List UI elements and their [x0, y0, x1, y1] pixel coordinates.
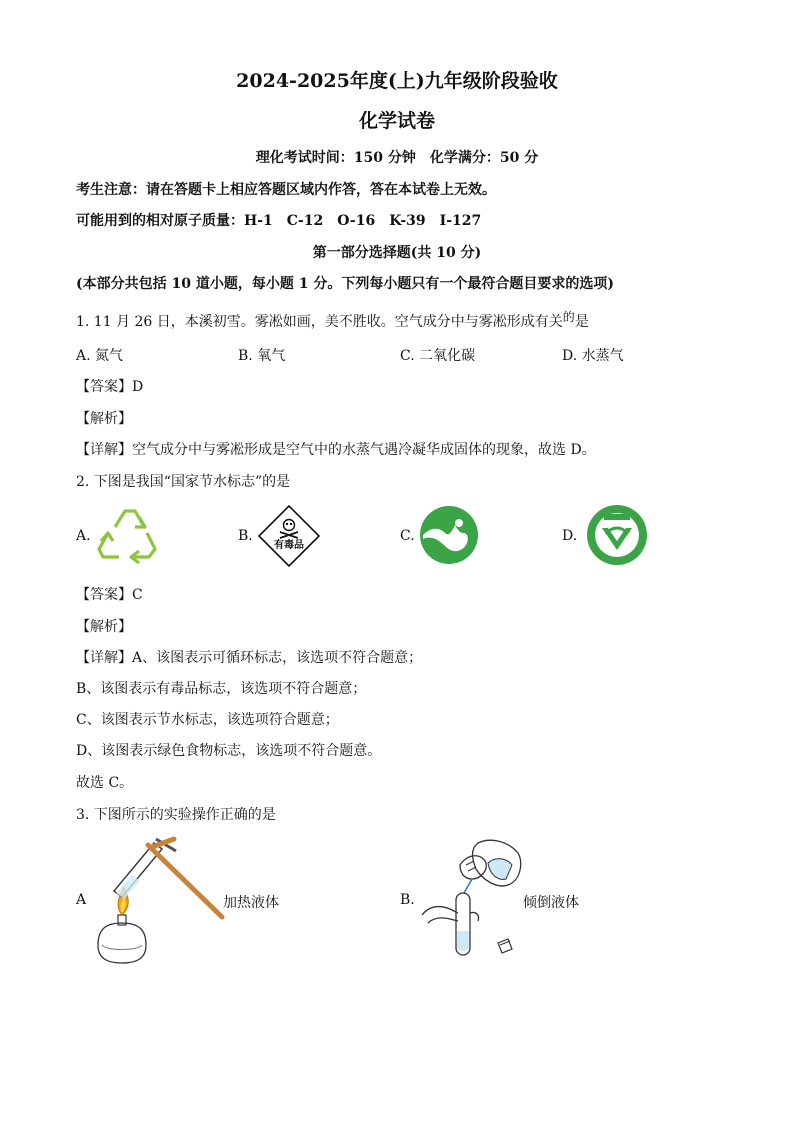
- q1-analysis: 【解析】: [76, 411, 132, 427]
- q1-option-d: D. 水蒸气: [562, 348, 624, 364]
- q1-option-b: B. 氧气: [238, 348, 286, 364]
- q2-analysis: 【解析】: [76, 619, 132, 635]
- atomic-mass-text: 可能用到的相对原子质量：H-1 C-12 O-16 K-39 I-127: [76, 213, 482, 229]
- q2-detail-2: B、该图表示有毒品标志，该选项不符合题意；: [76, 681, 367, 697]
- q1-answer: 【答案】D: [76, 379, 144, 395]
- q3-stem: 3. 下图所示的实验操作正确的是: [76, 807, 276, 823]
- q1-option-a: A. 氮气: [76, 348, 124, 364]
- pouring-liquid-illustration: [420, 835, 525, 960]
- q1-stem-text: 1. 11 月 26 日，本溪初雪。雾凇如画，美不胜收。空气成分中与雾凇形成有关: [76, 314, 563, 330]
- q2-detail-3: C、该图表示节水标志，该选项符合题意；: [76, 712, 339, 728]
- q2-detail-4: D、该图表示绿色食物标志，该选项不符合题意。: [76, 743, 382, 759]
- q2-detail-1: 【详解】A、该图表示可循环标志，该选项不符合题意；: [76, 650, 423, 666]
- toxic-sign-label: 有毒品: [274, 540, 304, 551]
- section-instruction: (本部分共包括 10 道小题，每小题 1 分。下列每小题只有一个最符合题目要求的选项): [76, 276, 614, 292]
- section-title: 第一部分选择题(共 10 分): [312, 245, 482, 261]
- q2-detail-5: 故选 C。: [76, 775, 134, 791]
- q2-answer: 【答案】C: [76, 587, 143, 603]
- q2-option-a-label: A.: [76, 528, 91, 544]
- q3-option-b-caption: 倾倒液体: [523, 895, 579, 911]
- green-food-icon: [586, 504, 648, 566]
- exam-title: 2024-2025年度(上)九年级阶段验收: [236, 70, 558, 92]
- recycle-icon: [95, 503, 159, 565]
- q1-stem: [76, 311, 589, 331]
- subject-title: 化学试卷: [358, 110, 435, 132]
- q1-detail: 【详解】空气成分中与雾凇形成是空气中的水蒸气遇冷凝华成固体的现象，故选 D。: [76, 442, 596, 458]
- q3-option-a-label: A: [76, 892, 87, 908]
- notice-text: 考生注意：请在答题卡上相应答题区域内作答，答在本试卷上无效。: [76, 182, 496, 198]
- q2-option-d-label: D.: [562, 528, 578, 544]
- q1-option-c: C. 二氧化碳: [400, 348, 476, 364]
- q3-option-a-caption: 加热液体: [223, 895, 279, 911]
- q2-option-b-label: B.: [238, 528, 253, 544]
- exam-info: 理化考试时间：150 分钟 化学满分：50 分: [255, 150, 539, 166]
- q1-stem-end: 是: [574, 314, 589, 330]
- q1-stem-sup: 的: [562, 310, 575, 324]
- heating-liquid-illustration: [92, 835, 228, 965]
- q3-option-b-label: B.: [400, 892, 415, 908]
- q2-option-c-label: C.: [400, 528, 415, 544]
- water-saving-icon: [419, 505, 479, 565]
- q2-stem: 2. 下图是我国“国家节水标志”的是: [76, 474, 291, 490]
